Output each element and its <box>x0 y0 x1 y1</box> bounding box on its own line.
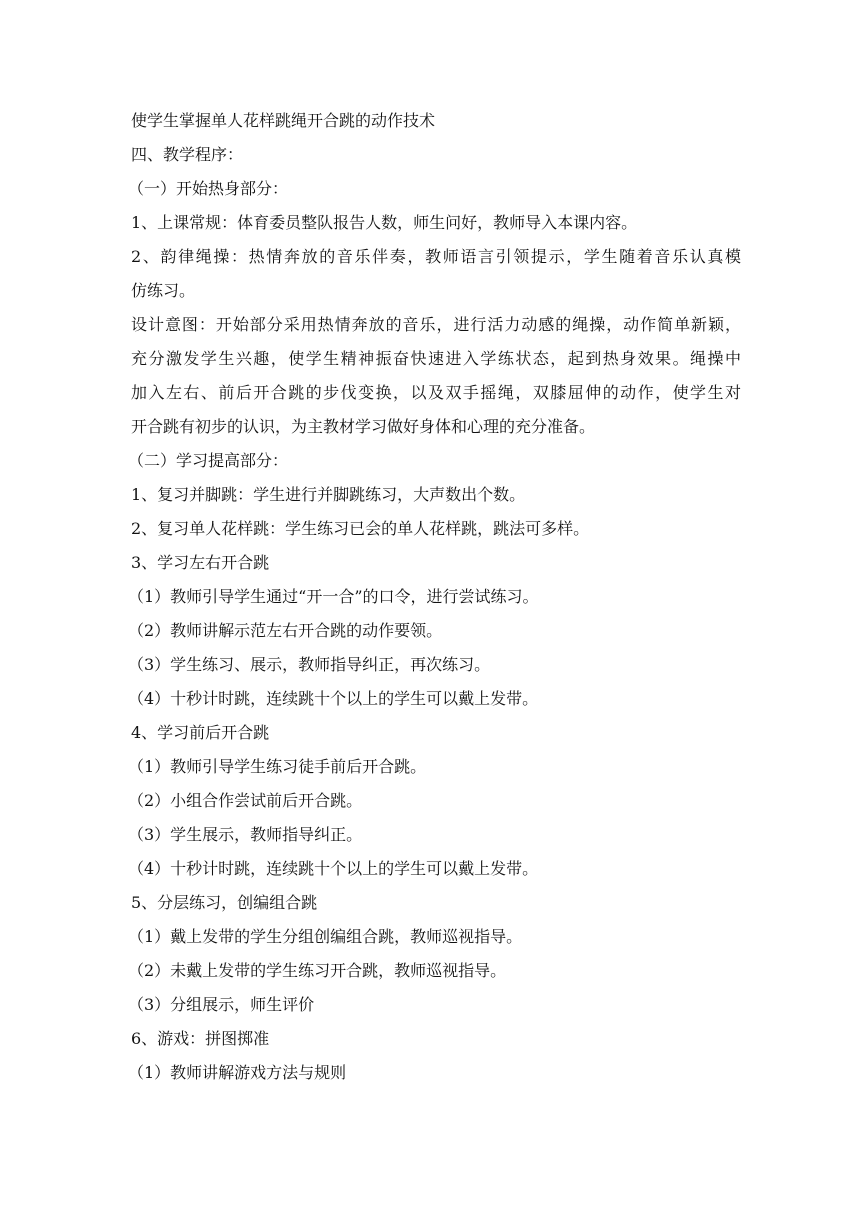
list-item-game: 6、游戏：拼图掷准 <box>131 1029 270 1048</box>
text-line-objective: 使学生掌握单人花样跳绳开合跳的动作技术 <box>131 111 436 130</box>
sub-item-side-jack-4: （4）十秒计时跳，连续跳十个以上的学生可以戴上发带。 <box>128 689 539 708</box>
sub-item-tiered-1: （1）戴上发带的学生分组创编组合跳，教师巡视指导。 <box>128 927 523 946</box>
sub-item-side-jack-3: （3）学生练习、展示，教师指导纠正，再次练习。 <box>128 655 491 674</box>
list-item-rhythm-rope-line-1: 2、韵律绳操：热情奔放的音乐伴奏，教师语言引领提示，学生随着音乐认真模 <box>131 247 741 266</box>
list-item-learn-side-jack: 3、学习左右开合跳 <box>131 553 270 572</box>
list-item-tiered-practice: 5、分层练习，创编组合跳 <box>131 893 318 912</box>
sub-item-tiered-3: （3）分组展示，师生评价 <box>128 995 315 1014</box>
sub-item-game-1: （1）教师讲解游戏方法与规则 <box>128 1063 347 1082</box>
design-intent-line-4: 开合跳有初步的认识，为主教材学习做好身体和心理的充分准备。 <box>131 417 596 436</box>
section-heading-teaching-procedure: 四、教学程序： <box>131 145 244 164</box>
sub-item-side-jack-2: （2）教师讲解示范左右开合跳的动作要领。 <box>128 621 443 640</box>
subsection-heading-learning: （二）学习提高部分： <box>128 451 289 470</box>
sub-item-front-jack-2: （2）小组合作尝试前后开合跳。 <box>128 791 363 810</box>
sub-item-front-jack-1: （1）教师引导学生练习徒手前后开合跳。 <box>128 757 427 776</box>
subsection-heading-warmup: （一）开始热身部分： <box>128 179 289 198</box>
sub-item-tiered-2: （2）未戴上发带的学生练习开合跳，教师巡视指导。 <box>128 961 507 980</box>
sub-item-front-jack-4: （4）十秒计时跳，连续跳十个以上的学生可以戴上发带。 <box>128 859 539 878</box>
list-item-review-feet-jump: 1、复习并脚跳：学生进行并脚跳练习，大声数出个数。 <box>131 485 526 504</box>
list-item-review-fancy-jump: 2、复习单人花样跳：学生练习已会的单人花样跳，跳法可多样。 <box>131 519 590 538</box>
design-intent-line-2: 充分激发学生兴趣，使学生精神振奋快速进入学练状态，起到热身效果。绳操中 <box>131 349 741 368</box>
design-intent-line-1: 设计意图：开始部分采用热情奔放的音乐，进行活力动感的绳操，动作简单新颖， <box>131 315 741 334</box>
sub-item-front-jack-3: （3）学生展示，教师指导纠正。 <box>128 825 363 844</box>
list-item-learn-front-jack: 4、学习前后开合跳 <box>131 723 270 742</box>
list-item-class-routine: 1、上课常规：体育委员整队报告人数，师生问好，教师导入本课内容。 <box>131 213 638 232</box>
document-body <box>128 104 741 1090</box>
list-item-rhythm-rope-line-2: 仿练习。 <box>131 281 196 300</box>
design-intent-line-3: 加入左右、前后开合跳的步伐变换，以及双手摇绳，双膝屈伸的动作，使学生对 <box>131 383 741 402</box>
sub-item-side-jack-1: （1）教师引导学生通过“开一合”的口令，进行尝试练习。 <box>128 587 539 606</box>
